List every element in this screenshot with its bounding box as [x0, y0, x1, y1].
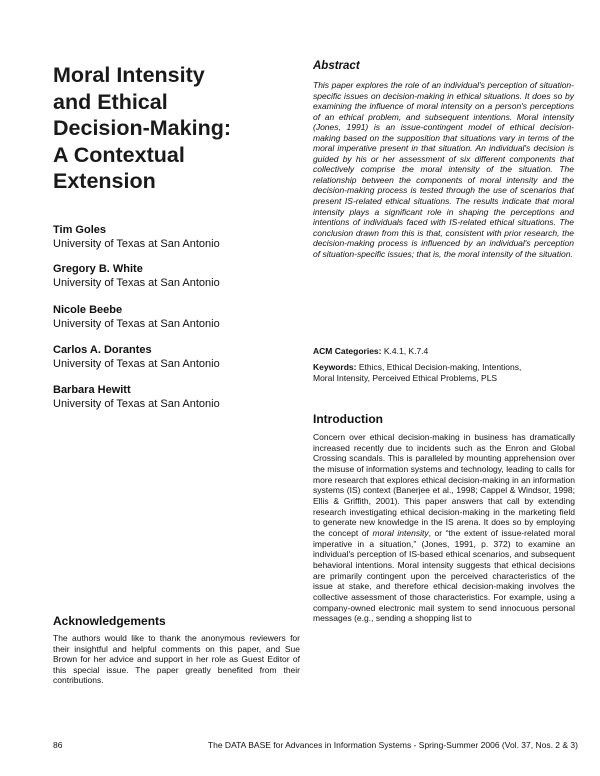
title-line: Extension: [53, 169, 156, 193]
keywords: [313, 362, 538, 384]
author-affiliation: University of Texas at San Antonio: [53, 358, 220, 370]
journal-footer: The DATA BASE for Advances in Information Systems - Spring-Summer 2006 (Vol. 37, Nos. 2 & 3): [207, 740, 578, 750]
intro-text-part2: , or “the extent of issue-related moral imperative in a situation,” (Jones, 1991, p. 372) to examine an individual's perception of IS-based ethical scenarios, and subsequent behavioral intentions. Moral intensity suggests that ethical decisions are primarily contingent upon the perceived characteristics of the issue at stake, and therefore ethical decision-making involves the collective assessment of those characteristics. For example, using a company-owned electronic mail system to send innocuous personal messages (e.g., sending a shopping list to: [313, 527, 575, 624]
acknowledgements-heading: Acknowledgements: [53, 614, 166, 628]
author-name: Nicole Beebe: [53, 304, 123, 316]
acknowledgements-body: The authors would like to thank the anonymous reviewers for their insightful and helpful comments on this paper, and Sue Brown for her advice and support in her role as Guest Editor of this special issue. The paper greatly benefited from their contributions.: [53, 633, 300, 685]
keywords-label: Keywords:: [313, 362, 357, 372]
author-name: Gregory B. White: [53, 263, 143, 275]
author-affiliation: University of Texas at San Antonio: [53, 398, 220, 410]
acm-categories: [313, 346, 574, 357]
title-line: Moral Intensity: [53, 63, 205, 87]
abstract-body: This paper explores the role of an individual's perception of situation-specific issues on decision-making in ethical situations. It does so by examining the influence of moral intensity on a person's perceptions of an ethical problem, and subsequent intentions. Moral intensity (Jones, 1991) is an issue-contingent model of ethical decision-making based on the supposition that situations vary in terms of the moral imperative present in that situation. An individual's decision is guided by his or her assessment of six different components that collectively comprise the moral intensity of the situation. The relationship between the components of moral intensity and the decision-making process is tested through the use of scenarios that present IS-related ethical situations. The results indicate that moral intensity plays a significant role in shaping the perceptions and intentions of individuals faced with IS-related ethical situations. The conclusion drawn from this is that, consistent with prior research, the decision-making process is influenced by an individual's perception of situation-specific issues; that is, the moral intensity of the situation.: [313, 80, 574, 259]
acm-label: ACM Categories:: [313, 346, 382, 356]
author-block: [53, 343, 293, 371]
author-block: [53, 303, 293, 331]
intro-italic-term: moral intensity: [372, 527, 429, 538]
author-affiliation: University of Texas at San Antonio: [53, 277, 220, 289]
title-line: A Contextual: [53, 142, 185, 167]
author-affiliation: University of Texas at San Antonio: [53, 238, 220, 250]
author-block: [53, 223, 293, 251]
page-number: 86: [53, 740, 63, 750]
acm-value: K.4.1, K.7.4: [383, 346, 429, 356]
introduction-body: [313, 432, 575, 624]
introduction-heading: Introduction: [313, 412, 383, 426]
author-block: [53, 383, 293, 411]
keywords-value: Ethics, Ethical Decision-making, Intentions, Moral Intensity, Perceived Ethical Problems, PLS: [313, 362, 522, 383]
title-line: and Ethical: [53, 89, 168, 114]
author-name: Barbara Hewitt: [53, 384, 131, 396]
author-block: [53, 262, 293, 290]
title-line: Decision-Making:: [53, 116, 231, 140]
author-name: Carlos A. Dorantes: [53, 344, 152, 356]
intro-text-part1: Concern over ethical decision-making in business has dramatically increased recently due to incidents such as the Enron and Global Crossing scandals. This is paralleled by mounting apprehension over the misuse of information systems and technology, leading to calls for more research that explores ethical decision-making in an information systems (IS) context (Banerjee et al., 1998; Cappel & Windsor, 1998; Ellis & Griffith, 2001). This paper answers that call by extending research investigating ethical decision-making in the marketing field to generate new knowledge in the IS arena. It does so by employing the concept of: [313, 432, 575, 538]
author-affiliation: University of Texas at San Antonio: [53, 318, 220, 330]
abstract-heading: Abstract: [313, 60, 360, 72]
paper-title: [53, 62, 303, 195]
author-name: Tim Goles: [53, 224, 106, 236]
